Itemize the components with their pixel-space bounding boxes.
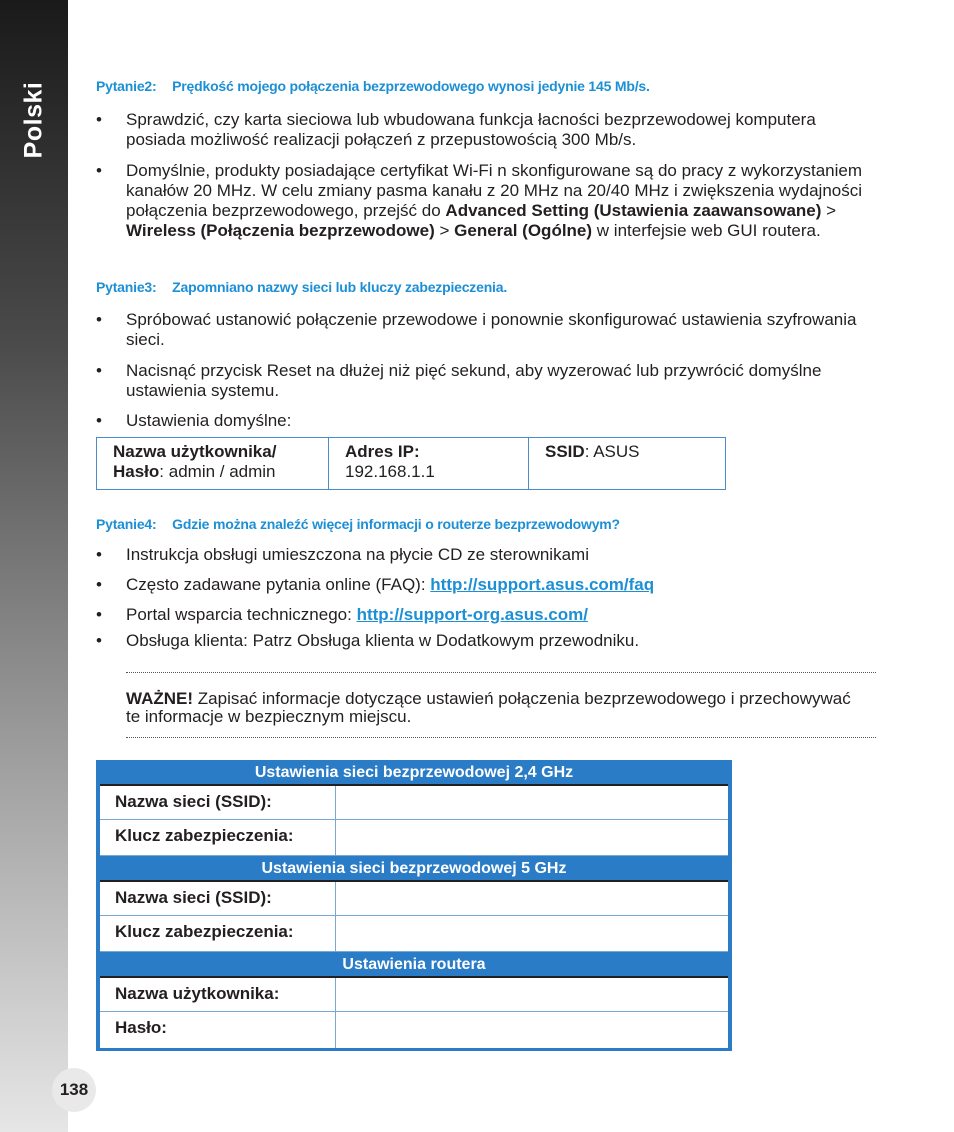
separator: > <box>434 221 455 240</box>
divider <box>126 737 876 738</box>
ip-label: Adres IP: <box>345 442 420 461</box>
list-item <box>96 161 866 241</box>
question-2-heading <box>96 78 650 94</box>
list-item-text: Nacisnąć przycisk Reset na dłużej niż pięć sekund, aby wyzerować lub przywrócić domyślne ustawienia systemu. <box>126 361 822 400</box>
text-segment: Domyślnie, produkty posiadające certyfikat Wi-Fi n skonfigurowane są do pracy z wykorzystaniem kanałów 20 MHz. W celu zmiany pasma kanału z 20 MHz na 20/40 MHz i zwiększenia wydajności połączenia bezprzewodowego, przejść do <box>126 161 863 220</box>
bullet-icon: • <box>96 361 102 380</box>
language-text: Polski <box>19 81 48 159</box>
question-3-text: Zapomniano nazwy sieci lub kluczy zabezpieczenia. <box>172 279 508 295</box>
ip-value: 192.168.1.1 <box>345 462 435 481</box>
text-segment: w interfejsie web GUI routera. <box>592 221 821 240</box>
list-item <box>96 575 866 595</box>
list-item-text: Instrukcja obsługi umieszczona na płycie CD ze sterownikami <box>126 545 589 564</box>
question-2-number: Pytanie2: <box>96 78 157 94</box>
question-3-number: Pytanie3: <box>96 279 157 295</box>
text-segment: Często zadawane pytania online (FAQ): <box>126 575 431 594</box>
password-row-label: Hasło: <box>100 1012 336 1048</box>
default-settings-table <box>96 437 726 490</box>
page-number: 138 <box>52 1068 96 1112</box>
list-item <box>96 411 866 431</box>
bullet-icon: • <box>96 110 102 129</box>
text-segment: Portal wsparcia technicznego: <box>126 605 357 624</box>
section-header-5ghz: Ustawienia sieci bezprzewodowej 5 GHz <box>261 860 567 877</box>
language-label <box>16 80 52 160</box>
list-item <box>96 110 866 150</box>
settings-record-table <box>96 760 732 1051</box>
bullet-icon: • <box>96 605 102 624</box>
ssid-row-label: Nazwa sieci (SSID): <box>100 786 336 819</box>
important-text: Zapisać informacje dotyczące ustawień połączenia bezprzewodowego i przechowywać te informacje w bezpiecznym miejscu. <box>126 689 851 726</box>
default-credentials-cell <box>97 438 329 489</box>
security-key-2-4ghz-field[interactable] <box>336 820 728 855</box>
important-label: WAŻNE! <box>126 689 194 708</box>
list-item-text <box>126 575 866 595</box>
password-label: Hasło <box>113 462 160 481</box>
list-item <box>96 631 866 651</box>
faq-link[interactable]: http://support.asus.com/faq <box>430 575 655 594</box>
bullet-icon: • <box>96 575 102 594</box>
question-2-text: Prędkość mojego połączenia bezprzewodowego wynosi jedynie 145 Mb/s. <box>172 78 650 94</box>
table-row <box>100 976 728 1012</box>
table-row <box>100 820 728 856</box>
table-row <box>100 1012 728 1048</box>
list-item <box>96 310 866 350</box>
list-item-text: Sprawdzić, czy karta sieciowa lub wbudowana funkcja łacności bezprzewodowej komputera posiada możliwość realizacji połączeń z przepustowością 300 Mb/s. <box>126 110 816 149</box>
question-4-heading <box>96 516 620 532</box>
router-username-field[interactable] <box>336 978 728 1011</box>
menu-path-general: General (Ogólne) <box>454 221 593 240</box>
ssid-2-4ghz-field[interactable] <box>336 786 728 819</box>
list-item <box>96 605 866 625</box>
bullet-icon: • <box>96 631 102 650</box>
security-key-5ghz-field[interactable] <box>336 916 728 951</box>
default-ssid-cell <box>529 438 725 489</box>
question-4-text: Gdzie można znaleźć więcej informacji o routerze bezprzewodowym? <box>172 516 620 532</box>
default-ip-cell <box>329 438 529 489</box>
list-item <box>96 361 866 401</box>
ssid-value: : ASUS <box>584 442 640 461</box>
section-header-2-4ghz: Ustawienia sieci bezprzewodowej 2,4 GHz <box>254 764 574 781</box>
language-sidebar <box>0 0 68 1132</box>
list-item-text: Spróbować ustanowić połączenie przewodowe i ponownie skonfigurować ustawienia szyfrowania sieci. <box>126 310 857 349</box>
divider <box>126 672 876 673</box>
username-row-label: Nazwa użytkownika: <box>100 978 336 1011</box>
support-portal-link[interactable]: http://support-org.asus.com/ <box>356 605 588 624</box>
table-row <box>100 784 728 820</box>
username-label: Nazwa użytkownika/ <box>113 442 277 461</box>
credentials-value: : admin / admin <box>159 462 276 481</box>
security-key-row-label: Klucz zabezpieczenia: <box>100 916 336 951</box>
menu-path-advanced: Advanced Setting (Ustawienia zaawansowane) <box>445 201 822 220</box>
important-note <box>126 690 866 726</box>
bullet-icon: • <box>96 161 102 180</box>
bullet-icon: • <box>96 310 102 329</box>
list-item <box>96 545 866 565</box>
list-item-text <box>126 161 866 241</box>
question-4-number: Pytanie4: <box>96 516 157 532</box>
table-row <box>100 916 728 952</box>
question-3-heading <box>96 279 507 295</box>
menu-path-wireless: Wireless (Połączenia bezprzewodowe) <box>126 221 435 240</box>
section-header-router: Ustawienia routera <box>342 956 486 973</box>
ssid-5ghz-field[interactable] <box>336 882 728 915</box>
security-key-row-label: Klucz zabezpieczenia: <box>100 820 336 855</box>
bullet-icon: • <box>96 545 102 564</box>
separator: > <box>821 201 837 220</box>
list-item-text: Ustawienia domyślne: <box>126 411 292 430</box>
table-row <box>100 880 728 916</box>
ssid-row-label: Nazwa sieci (SSID): <box>100 882 336 915</box>
list-item-text <box>126 605 866 625</box>
ssid-label: SSID <box>545 442 585 461</box>
bullet-icon: • <box>96 411 102 430</box>
router-password-field[interactable] <box>336 1012 728 1048</box>
list-item-text: Obsługa klienta: Patrz Obsługa klienta w Dodatkowym przewodniku. <box>126 631 640 650</box>
